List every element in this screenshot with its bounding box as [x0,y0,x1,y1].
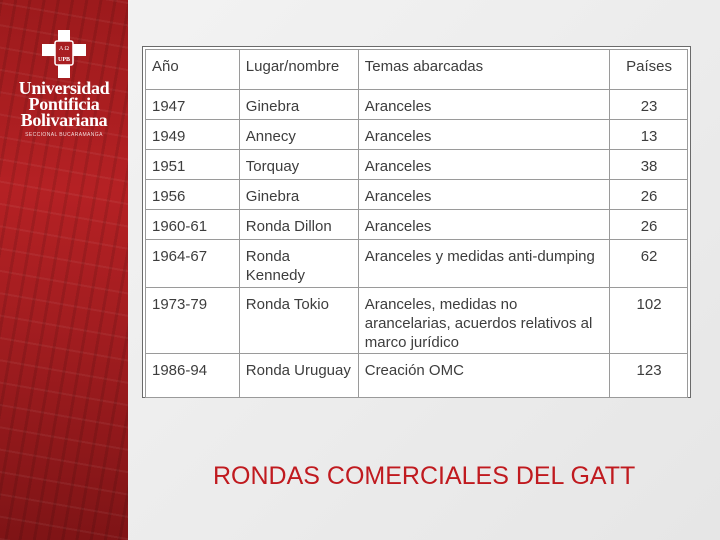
table-row [146,120,688,150]
cell-anio: 1949 [146,120,240,150]
gatt-rounds-table [145,49,688,398]
table-header-row [146,50,688,90]
cell-paises: 26 [610,180,688,210]
cell-temas: Aranceles [358,180,609,210]
logo-line-1: Universidad [18,78,110,98]
cell-paises: 38 [610,150,688,180]
header-temas: Temas abarcadas [358,50,609,90]
cell-lugar: Ronda Kennedy [239,240,358,288]
cell-lugar: Ginebra [239,90,358,120]
table-row [146,180,688,210]
logo-line-3: Bolivariana [20,110,108,130]
cell-paises: 123 [610,354,688,398]
cell-lugar: Annecy [239,120,358,150]
table-row [146,90,688,120]
shield-top-text: A Ω [59,46,69,52]
sidebar-banner [0,0,128,540]
cell-temas: Aranceles [358,210,609,240]
logo-line-2: Pontificia [28,94,100,114]
cross-shield-icon [38,28,90,80]
cell-anio: 1951 [146,150,240,180]
cell-anio: 1964-67 [146,240,240,288]
header-lugar: Lugar/nombre [239,50,358,90]
cell-temas: Aranceles y medidas anti-dumping [358,240,609,288]
cell-paises: 13 [610,120,688,150]
table-row [146,210,688,240]
cell-temas: Aranceles [358,150,609,180]
university-logo [0,28,128,138]
cell-anio: 1956 [146,180,240,210]
cell-lugar: Ronda Dillon [239,210,358,240]
cell-lugar: Ronda Uruguay [239,354,358,398]
logo-subtitle: SECCIONAL BUCARAMANGA [25,132,103,138]
cell-lugar: Torquay [239,150,358,180]
header-paises: Países [610,50,688,90]
cell-anio: 1960-61 [146,210,240,240]
table-row [146,240,688,288]
cell-paises: 26 [610,210,688,240]
cell-lugar: Ronda Tokio [239,288,358,354]
cell-anio: 1947 [146,90,240,120]
cell-temas: Aranceles [358,90,609,120]
cell-anio: 1986-94 [146,354,240,398]
cell-temas: Aranceles, medidas no arancelarias, acuerdos relativos al marco jurídico [358,288,609,354]
shield-bottom-text: UPB [58,57,70,63]
header-anio: Año [146,50,240,90]
cell-temas: Creación OMC [358,354,609,398]
table-row [146,150,688,180]
table-row [146,354,688,398]
cell-temas: Aranceles [358,120,609,150]
cell-paises: 23 [610,90,688,120]
slide-title: RONDAS COMERCIALES DEL GATT [213,462,636,490]
table-row [146,288,688,354]
gatt-table-frame [142,46,691,398]
cell-anio: 1973-79 [146,288,240,354]
cell-paises: 62 [610,240,688,288]
cell-lugar: Ginebra [239,180,358,210]
cell-paises: 102 [610,288,688,354]
